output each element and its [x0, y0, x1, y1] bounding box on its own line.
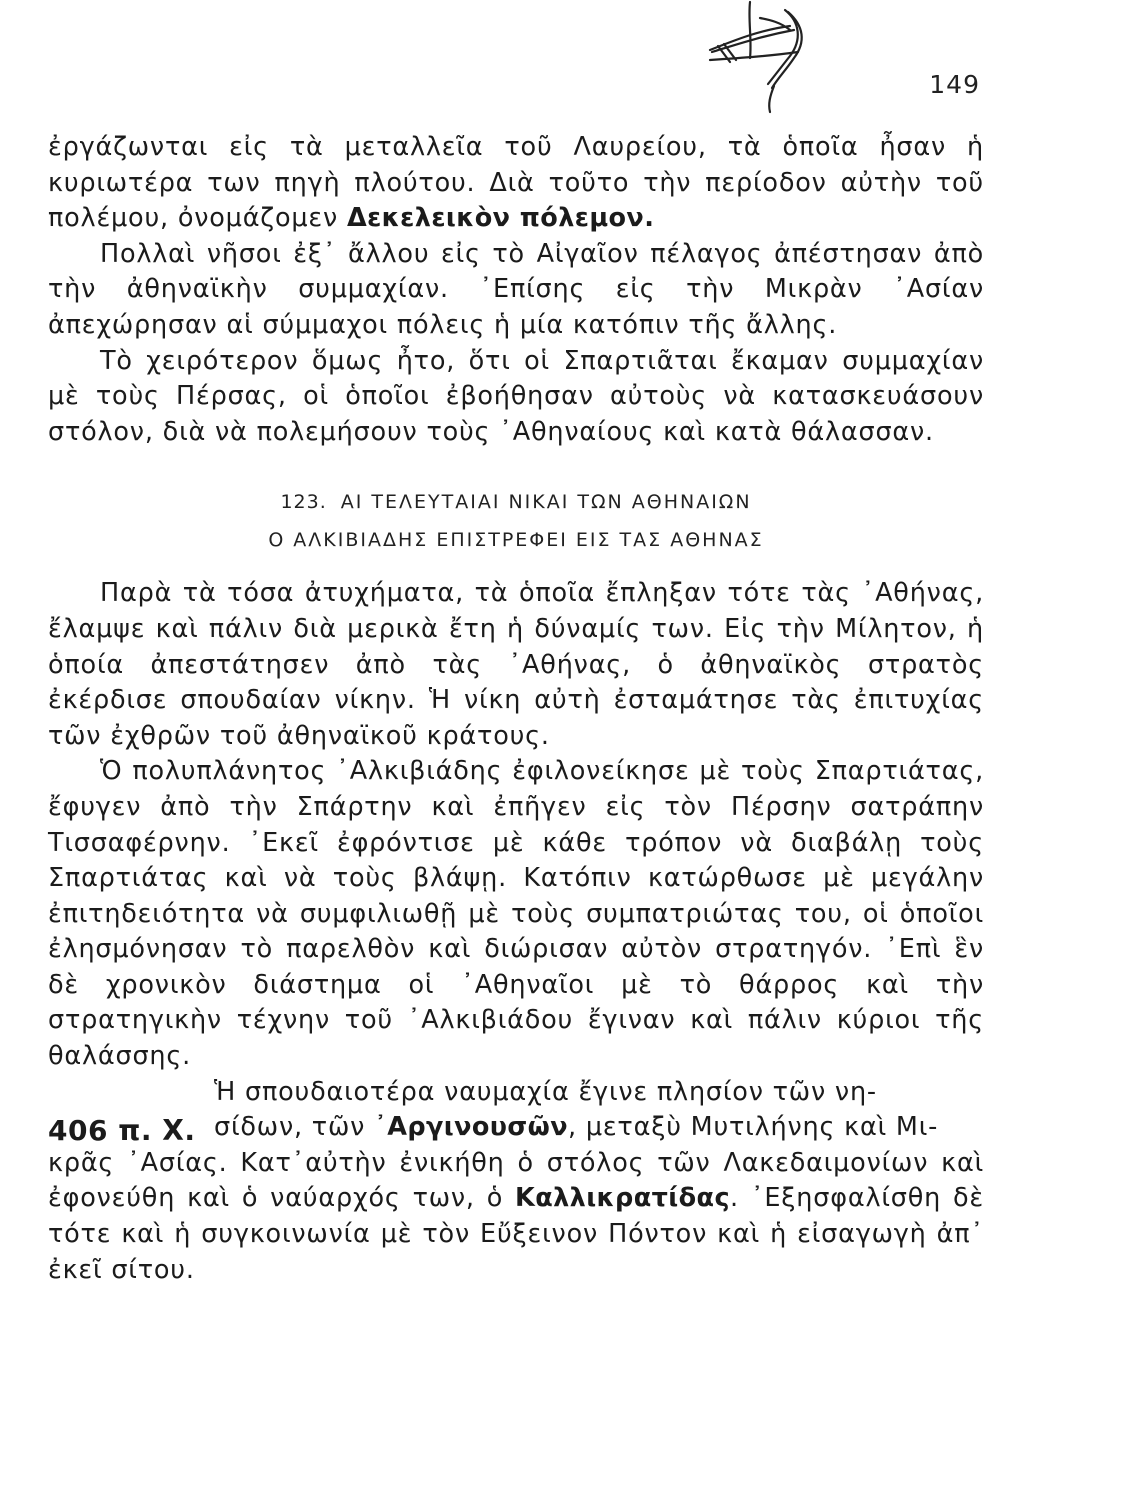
bold-term-arginousai: ᾿Αργινουσῶν	[374, 1112, 569, 1143]
paragraph: Παρὰ τὰ τόσα ἀτυχήματα, τὰ ὁποῖα ἔπληξαν τότε τὰς ᾿Αθήνας, ἔλαμψε καὶ πάλιν διὰ μερικὰ ἔτη ἡ δύναμίς των. Εἰς τὴν Μίλητον, ἡ ὁποία ἀπεστάτησεν ἀπὸ τὰς ᾿Αθήνας, ὁ ἀθηναϊκὸς στρατὸς ἐκέρδισε σπουδαίαν νίκην. Ἡ νίκη αὐτὴ ἐσταμάτησε τὰς ἐπιτυχίας τῶν ἐχθρῶν τοῦ ἀθηναϊκοῦ κράτους.	[48, 578, 984, 751]
bold-term-dekeleikos: Δεκελεικὸν πόλεμον.	[346, 203, 655, 234]
text-run: , μεταξὺ Μυτιλήνης καὶ Μι-	[568, 1112, 939, 1143]
side-note-block	[48, 1075, 984, 1146]
line: Ἡ σπουδαιοτέρα ναυμαχία ἔγινε πλησίον τῶν νη-	[214, 1076, 877, 1107]
section-subtitle: Ο ΑΛΚΙΒΙΑΔΗΣ ΕΠΙΣΤΡΕΦΕΙ ΕΙΣ ΤΑΣ ΑΘΗΝΑΣ	[268, 529, 764, 552]
margin-date: 406 π. Χ.	[48, 1113, 196, 1147]
section-number: 123.	[280, 491, 327, 514]
main-text	[48, 130, 984, 1288]
paragraph: Ὁ πολυπλάνητος ᾿Αλκιβιάδης ἐφιλονείκησε μὲ τοὺς Σπαρτιάτας, ἔφυγεν ἀπὸ τὴν Σπάρτην καὶ ἐπῆγεν εἰς τὸν Πέρσην σατράπην Τισσαφέρνην. ᾿Εκεῖ ἐφρόντισε μὲ κάθε τρόπον νὰ διαβάλῃ τοὺς Σπαρτιάτας καὶ νὰ τοὺς βλάψῃ. Κατόπιν κατώρθωσε μὲ μεγάλην ἐπιτηδειότητα νὰ συμφιλιωθῇ μὲ τοὺς συμπατριώτας του, οἱ ὁποῖοι ἐλησμόνησαν τὸ παρελθὸν καὶ διώρισαν αὐτὸν στρατηγόν. ᾿Επὶ ἓν δὲ χρονικὸν διάστημα οἱ ᾿Αθηναῖοι μὲ τὸ θάρρος καὶ τὴν στρατηγικὴν τέχνην τοῦ ᾿Αλκιβιάδου ἔγιναν καὶ πάλιν κύριοι τῆς θαλάσσης.	[48, 756, 984, 1072]
indented-lines	[214, 1075, 984, 1146]
page-number: 149	[929, 70, 980, 99]
bold-term-kallikratidas: Καλλικρατίδας	[515, 1183, 730, 1214]
pen-sketch-doodle	[690, 0, 820, 118]
line	[214, 1110, 984, 1146]
paragraph: Πολλαὶ νῆσοι ἐξ᾽ ἄλλου εἰς τὸ Αἰγαῖον πέλαγος ἀπέστησαν ἀπὸ τὴν ἀθηναϊκὴν συμμαχίαν. ᾿Επίσης εἰς τὴν Μικρὰν ᾿Ασίαν ἀπεχώρησαν αἱ σύμμαχοι πόλεις ἡ μία κατόπιν τῆς ἄλλης.	[48, 238, 984, 340]
section-title: ΑΙ ΤΕΛΕΥΤΑΙΑΙ ΝΙΚΑΙ ΤΩΝ ΑΘΗΝΑΙΩΝ	[340, 491, 752, 514]
paragraph: Τὸ χειρότερον ὅμως ἦτο, ὅτι οἱ Σπαρτιᾶται ἔκαμαν συμμαχίαν μὲ τοὺς Πέρσας, οἱ ὁποῖοι ἐβοήθησαν αὐτοὺς νὰ κατασκευάσουν στόλον, διὰ νὰ πολεμήσουν τοὺς ᾿Αθηναίους καὶ κατὰ θάλασσαν.	[48, 345, 984, 447]
paragraph-text: ἐργάζωνται εἰς τὰ μεταλλεῖα τοῦ Λαυρείου, τὰ ὁποῖα ἦσαν ἡ κυριωτέρα των πηγὴ πλούτου. Διὰ τοῦτο τὴν περίοδον αὐτὴν τοῦ πολέμου, ὀνομάζομεν	[48, 132, 984, 234]
text-run: σίδων, τῶν	[214, 1112, 375, 1143]
paragraph	[48, 130, 984, 237]
paragraph	[48, 1146, 984, 1288]
text-run: κρᾶς ᾿Ασίας. Κατ᾽αὐτὴν ἐνικήθη ὁ στόλος τῶν Λακεδαιμονίων καὶ ἐφονεύθη καὶ ὁ ναύαρχός των, ὁ	[48, 1147, 984, 1214]
text-run: . ᾿Εξησφαλίσθη δὲ τότε καὶ ἡ συγκοινωνία μὲ τὸν Εὔξεινον Πόντον καὶ ἡ εἰσαγωγὴ ἀπ᾽ ἐκεῖ σίτου.	[48, 1183, 984, 1285]
section-heading	[48, 490, 984, 514]
